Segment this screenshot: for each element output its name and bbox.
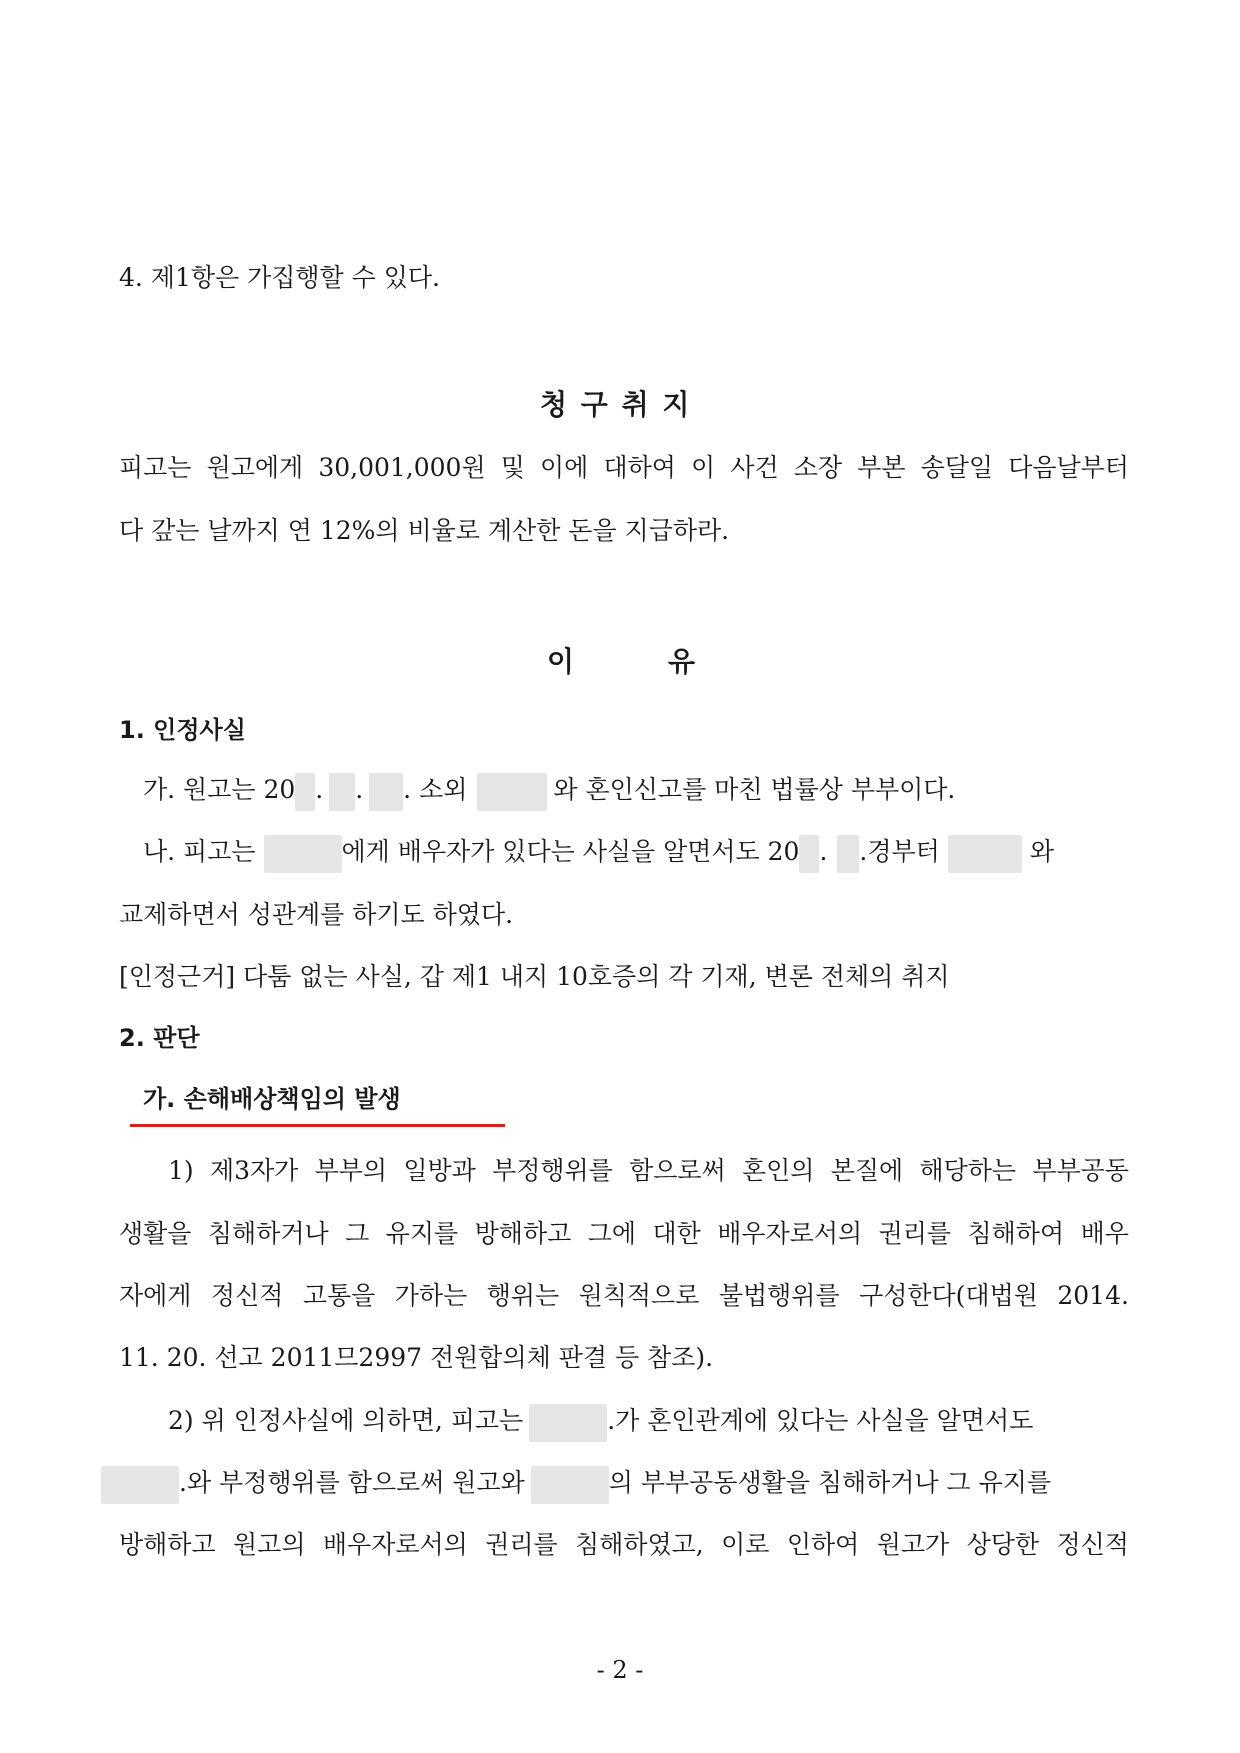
word: 소장: [793, 453, 843, 482]
para1-line-3: [119, 1278, 1129, 1314]
page-number: - 2 -: [596, 1656, 644, 1684]
para2-mid: .가 혼인관계에 있다는 사실을 알면서도: [607, 1406, 1034, 1435]
word: 정신적: [210, 1281, 284, 1310]
word: 원칙적으로: [578, 1281, 700, 1310]
section-1-title: 1. 인정사실: [119, 716, 246, 744]
word: 침해하거나: [207, 1219, 329, 1248]
word: 그에: [587, 1219, 637, 1248]
word: 본질에: [830, 1156, 904, 1185]
word: 부부의: [314, 1156, 388, 1185]
word: 원고의: [233, 1530, 306, 1559]
word: 배우자로서의: [717, 1219, 863, 1248]
word: 부정행위를: [492, 1156, 613, 1185]
para2-prefix: 2) 위 인정사실에 의하면, 피고는: [168, 1406, 524, 1435]
para1-line-1: [168, 1153, 1129, 1189]
fact-ga-dot1: .: [315, 775, 324, 804]
word: 방해하고: [119, 1530, 216, 1559]
para2-line-2: [119, 1465, 1129, 1504]
word: 유지를: [385, 1219, 459, 1248]
para2-line2-a: .와 부정행위를 함으로써 원고와: [179, 1468, 525, 1497]
word: 해당하는: [919, 1156, 1017, 1185]
fact-ga-prefix: 가. 원고는 20: [143, 775, 296, 804]
para1-line-2: [119, 1216, 1129, 1252]
word: 대한: [652, 1219, 701, 1248]
redaction-block: [948, 835, 1022, 873]
para2-line-3: [119, 1527, 1129, 1563]
word: 배우: [1080, 1219, 1129, 1248]
word: 대하여: [603, 453, 676, 482]
word: 및: [500, 453, 525, 482]
word: 고통을: [302, 1281, 376, 1310]
fact-ga: [143, 772, 1153, 811]
para2-line-1: [168, 1403, 1129, 1442]
word: 피고는: [119, 453, 192, 482]
fact-na-mid2: .경부터: [859, 837, 940, 866]
fact-ga-dot3: . 소외: [403, 775, 468, 804]
fact-na-line-2: 교제하면서 성관계를 하기도 하였다.: [119, 900, 514, 929]
section-2-title: 2. 판단: [119, 1024, 200, 1052]
fact-ga-dot2: .: [355, 775, 364, 804]
fact-na-suffix: 와: [1029, 837, 1054, 866]
word: 구성한다(대법원: [859, 1281, 1038, 1310]
reason-heading-left: 이: [547, 645, 575, 678]
redaction-block: [369, 773, 403, 811]
paragraph-item-4: 4. 제1항은 가집행할 수 있다.: [119, 263, 440, 292]
redaction-block: [101, 1466, 179, 1504]
word: 그: [345, 1219, 370, 1248]
claim-line-2: 다 갚는 날까지 연 12%의 비율로 계산한 돈을 지급하라.: [119, 516, 730, 545]
claim-heading: 청 구 취 지: [540, 388, 692, 421]
fact-ga-suffix: 와 혼인신고를 마친 법률상 부부이다.: [553, 775, 956, 804]
reason-heading-right: 유: [668, 645, 696, 678]
fact-na-mid1: 에게 배우자가 있다는 사실을 알면서도 20: [341, 837, 800, 866]
word: 배우자로서의: [322, 1530, 468, 1559]
fact-na-prefix: 나. 피고는: [143, 837, 256, 866]
redaction-block: [477, 773, 547, 811]
word: 2014.: [1057, 1281, 1129, 1310]
word: 방해하고: [474, 1219, 572, 1248]
word: 원고가: [876, 1530, 950, 1559]
evidence-line: [인정근거] 다툼 없는 사실, 갑 제1 내지 10호증의 각 기재, 변론 전체의 취지: [119, 962, 950, 991]
para2-line2-b: 의 부부공동생활을 침해하거나 그 유지를: [608, 1468, 1052, 1497]
fact-na-dot: .: [819, 837, 828, 866]
word: 이: [691, 453, 716, 482]
word: 사건: [730, 453, 779, 482]
word: 함으로써: [629, 1156, 726, 1185]
word: 상당한: [966, 1530, 1040, 1559]
para1-line-4: 11. 20. 선고 2011므2997 전원합의체 판결 등 참조).: [119, 1343, 714, 1372]
word: 정신적: [1056, 1530, 1129, 1559]
word: 인하여: [786, 1530, 860, 1559]
word: 30,001,000원: [318, 453, 486, 482]
redaction-block: [264, 835, 342, 873]
word: 생활을: [119, 1219, 192, 1248]
word: 행위는: [486, 1281, 560, 1310]
subsection-ga-title: 가. 손해배상책임의 발생: [143, 1085, 401, 1113]
claim-line-1: [119, 450, 1129, 486]
word: 이로: [721, 1530, 770, 1559]
word: 불법행위를: [718, 1281, 840, 1310]
word: 가하는: [394, 1281, 468, 1310]
word: 권리를: [485, 1530, 558, 1559]
fact-na: [143, 834, 1129, 873]
word: 권리를: [878, 1219, 952, 1248]
redaction-block: [799, 835, 819, 873]
word: 일방과: [403, 1156, 476, 1185]
redaction-block: [837, 835, 859, 873]
red-underline: [130, 1124, 505, 1127]
redaction-block: [529, 1404, 607, 1442]
word: 침해하여: [967, 1219, 1065, 1248]
redaction-block: [329, 773, 355, 811]
redaction-block: [531, 1466, 609, 1504]
redaction-block: [295, 773, 315, 811]
word: 제3자가: [209, 1156, 299, 1185]
word: 부본: [857, 453, 906, 482]
word: 송달일: [920, 453, 994, 482]
word: 이에: [540, 453, 589, 482]
word: 원고에게: [206, 453, 304, 482]
word: 다음날부터: [1008, 453, 1129, 482]
word: 혼인의: [742, 1156, 815, 1185]
word: 부부공동: [1032, 1156, 1129, 1185]
word: 자에게: [119, 1281, 192, 1310]
word: 침해하였고,: [575, 1530, 704, 1559]
word: 1): [168, 1156, 194, 1185]
